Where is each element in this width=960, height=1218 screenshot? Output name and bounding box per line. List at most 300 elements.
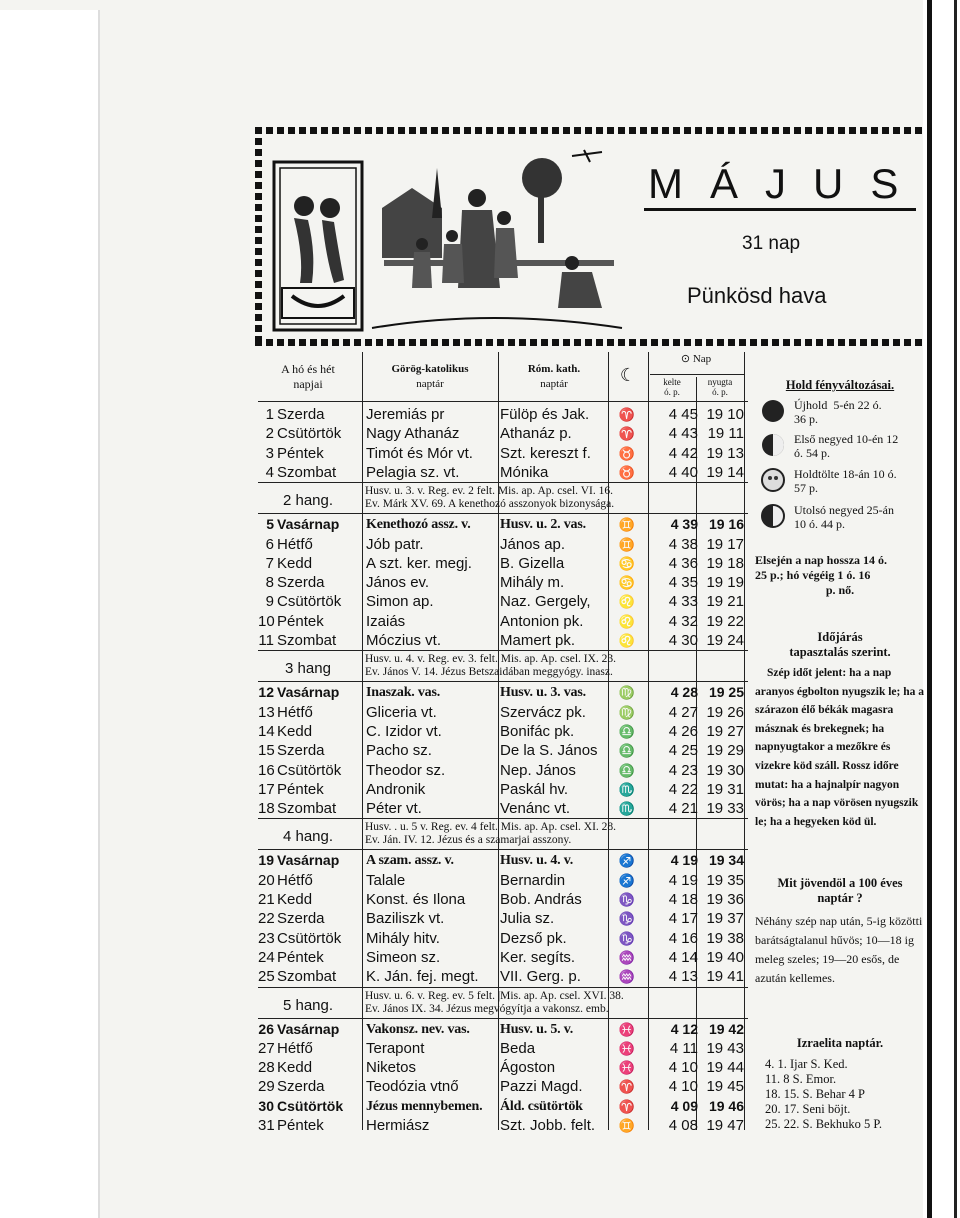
- weekday: Vasárnap: [277, 852, 340, 869]
- day-number: 27: [258, 1039, 275, 1057]
- weekday: Szerda: [277, 910, 325, 928]
- day-number: 9: [265, 593, 274, 611]
- day-row: [258, 948, 748, 967]
- day-number: 14: [258, 722, 275, 740]
- roman-saint: Szervácz pk.: [500, 703, 586, 721]
- weekday: Szerda: [277, 742, 325, 760]
- day-number: 20: [258, 871, 275, 889]
- sunrise-time: 4 13: [668, 968, 698, 986]
- roman-saint: Ker. segíts.: [500, 948, 576, 966]
- sunset-time: 19 37: [706, 910, 744, 928]
- gemini-woodcut-illustration: [272, 148, 640, 343]
- day-number: 19: [258, 852, 274, 869]
- moon-phase-text: Utolsó negyed 25-án 10 ó. 44 p.: [794, 503, 894, 531]
- israelite-calendar-section: [755, 1036, 925, 1132]
- roman-saint: Nep. János: [500, 761, 576, 779]
- weekday: Péntek: [277, 612, 324, 630]
- day-number: 21: [258, 891, 275, 908]
- day-number: 2: [265, 425, 274, 443]
- greek-saint: A szam. assz. v.: [366, 853, 454, 869]
- sun-header-rule: [650, 374, 744, 375]
- zodiac-icon: ♈: [618, 407, 636, 422]
- moon-phase-item: [758, 503, 928, 533]
- day-row: [258, 871, 748, 890]
- sunset-time: 19 10: [706, 406, 744, 423]
- week-rule: [258, 513, 748, 514]
- sunrise-time: 4 35: [668, 574, 698, 592]
- greek-saint: Timót és Mór vt.: [366, 444, 473, 462]
- day-row: [258, 851, 748, 870]
- moon-phase-text: Újhold 5-én 22 ó. 36 p.: [794, 398, 882, 426]
- sunset-time: 19 17: [706, 535, 744, 553]
- greek-saint: Talale: [366, 871, 406, 889]
- weekday: Hétfő: [277, 703, 313, 721]
- weekday: Szombat: [277, 463, 337, 481]
- sunset-time: 19 27: [706, 722, 744, 740]
- title-underline: [644, 208, 916, 211]
- greek-saint: Izaiás: [366, 612, 406, 630]
- sunrise-time: 4 17: [668, 910, 698, 928]
- month-old-name: Pünkösd hava: [687, 283, 827, 308]
- day-row: [258, 890, 748, 909]
- sunrise-time: 4 19: [670, 852, 698, 869]
- hundred-year-title-2: naptár ?: [817, 891, 863, 905]
- sunrise-time: 4 27: [668, 703, 698, 721]
- day-number: 1: [265, 406, 274, 423]
- greek-saint: Simon ap.: [366, 593, 434, 611]
- roman-saint: Bernardin: [500, 871, 566, 889]
- col-header-sunset: nyugta ó. p.: [707, 377, 733, 397]
- weekday: Csütörtök: [277, 1097, 344, 1114]
- greek-saint: Móczius vt.: [366, 632, 442, 649]
- col-header-greek: Görög-katolikus naptár: [391, 363, 469, 390]
- zodiac-icon: ♊: [618, 517, 636, 533]
- day-number: 29: [258, 1078, 275, 1096]
- moon-phase-icon: [760, 503, 786, 529]
- roman-saint: Venánc vt.: [500, 800, 571, 818]
- reading-line-1: Husv. u. 3. v. Reg. ev. 2 felt. Mis. ap. Ap. csel. VI. 16.: [365, 485, 613, 498]
- right-edge: [923, 0, 960, 1218]
- sunrise-time: 4 23: [668, 761, 698, 779]
- roman-saint: Husv. u. 3. vas.: [500, 685, 586, 701]
- sunrise-time: 4 26: [668, 722, 698, 740]
- day-number: 28: [258, 1059, 275, 1077]
- day-row: [258, 909, 748, 928]
- day-number: 17: [258, 780, 275, 798]
- day-row: [258, 722, 748, 741]
- header-rule: [258, 401, 748, 402]
- zodiac-icon: ♈: [618, 1079, 636, 1095]
- sunset-time: 19 18: [706, 554, 744, 572]
- zodiac-icon: ♑: [618, 892, 636, 907]
- days-count: 31 nap: [742, 233, 801, 254]
- weekday: Kedd: [277, 722, 313, 740]
- greek-saint: A szt. ker. megj.: [366, 554, 472, 572]
- sunrise-time: 4 45: [668, 406, 698, 423]
- zodiac-icon: ♒: [618, 949, 636, 965]
- week-rule: [258, 681, 748, 682]
- sunrise-time: 4 36: [668, 554, 698, 572]
- zodiac-icon: ♈: [618, 1098, 636, 1114]
- zodiac-icon: ♋: [618, 555, 636, 571]
- moon-phases-section: [755, 378, 925, 393]
- roman-saint: Fülöp és Jak.: [500, 406, 590, 423]
- sunset-time: 19 44: [706, 1059, 744, 1077]
- roman-saint: Pazzi Magd.: [500, 1078, 583, 1096]
- roman-saint: Szt. kereszt f.: [500, 444, 591, 462]
- zodiac-icon: ♍: [618, 685, 636, 701]
- roman-saint: Ágoston: [500, 1059, 556, 1077]
- moon-phase-icon: [760, 432, 786, 458]
- zodiac-icon: ♌: [618, 594, 636, 610]
- day-row: [258, 741, 748, 760]
- sunrise-time: 4 28: [670, 684, 698, 701]
- greek-saint: Nagy Athanáz: [366, 425, 460, 443]
- weekday: Vasárnap: [277, 1020, 340, 1037]
- day-number: 24: [258, 948, 275, 966]
- day-number: 25: [258, 968, 275, 986]
- hundred-year-text: Néhány szép nap után, 5-ig közötti barátságtalanul hűvös; 10—18 ig meleg szeles; 19—20 esős, de azután kellemes.: [755, 914, 923, 985]
- sunset-time: 19 46: [708, 1097, 744, 1114]
- sunrise-time: 4 32: [668, 612, 698, 630]
- moon-phase-text: Első negyed 10-én 12 ó. 54 p.: [794, 432, 899, 460]
- week-rule: [258, 818, 748, 819]
- greek-saint: Pelagia sz. vt.: [366, 463, 460, 481]
- sunset-time: 19 16: [708, 516, 744, 533]
- zodiac-icon: ♊: [618, 1118, 636, 1133]
- weekday: Hétfő: [277, 1039, 313, 1057]
- sunrise-time: 4 22: [668, 780, 698, 798]
- israelite-item: 4. 1. Ijar S. Ked.: [765, 1057, 848, 1071]
- roman-saint: János ap.: [500, 535, 566, 553]
- sunset-time: 19 43: [706, 1039, 744, 1057]
- day-row: [258, 424, 748, 443]
- roman-saint: Paskál hv.: [500, 780, 569, 798]
- weekday: Hétfő: [277, 871, 313, 889]
- day-number: 3: [265, 444, 274, 462]
- roman-saint: Mónika: [500, 463, 549, 481]
- day-row: [258, 1077, 748, 1096]
- sunrise-time: 4 10: [668, 1059, 698, 1077]
- sunset-time: 19 30: [706, 761, 744, 779]
- day-row: [258, 1097, 748, 1116]
- greek-saint: Andronik: [366, 780, 426, 798]
- zodiac-icon: ♉: [618, 445, 636, 461]
- zodiac-icon: ♏: [618, 801, 636, 817]
- tone-label: 5 hang.: [282, 996, 334, 1014]
- zodiac-icon: ♓: [618, 1060, 636, 1076]
- zodiac-icon: ♓: [618, 1040, 636, 1056]
- sunrise-time: 4 10: [668, 1078, 698, 1096]
- greek-saint: K. Ján. fej. megt.: [366, 968, 479, 986]
- weekday: Vasárnap: [277, 516, 340, 533]
- sunset-time: 19 40: [706, 948, 744, 966]
- col-header-days: A hó és hét napjai: [281, 362, 335, 391]
- day-row: [258, 515, 748, 534]
- sunset-time: 19 33: [706, 800, 744, 818]
- day-row: [258, 1039, 748, 1058]
- sunrise-time: 4 42: [668, 444, 698, 462]
- day-row: [258, 967, 748, 986]
- sunset-time: 19 42: [708, 1020, 744, 1037]
- weekday: Csütörtök: [277, 593, 342, 611]
- reading-line-1: Husv. . u. 5 v. Reg. ev. 4 felt. Mis. ap. Ap. csel. XI. 28.: [365, 821, 617, 834]
- greek-saint: Teodózia vtnő: [366, 1078, 459, 1096]
- tone-label: 4 hang.: [282, 828, 334, 846]
- moon-phase-icon: [760, 467, 786, 493]
- weather-title-2: tapasztalás szerint.: [789, 645, 891, 659]
- greek-saint: János ev.: [366, 574, 430, 592]
- day-row: [258, 799, 748, 818]
- roman-saint: Husv. u. 4. v.: [500, 853, 574, 869]
- left-dashed-border: [255, 127, 262, 346]
- greek-saint: Konst. és Ilona: [366, 891, 466, 908]
- zodiac-icon: ♏: [618, 781, 636, 797]
- col-header-roman: Róm. kath. naptár: [527, 363, 581, 390]
- israelite-title: Izraelita naptár.: [796, 1036, 884, 1050]
- sunset-time: 19 24: [706, 632, 744, 649]
- zodiac-icon: ♌: [618, 613, 636, 629]
- greek-saint: Péter vt.: [366, 800, 422, 818]
- reading-line-1: Husv. u. 6. v. Reg. ev. 5 felt. |Mis. ap. Ap. csel. XVI. 38.: [365, 989, 624, 1002]
- greek-saint: Gliceria vt.: [366, 703, 437, 721]
- day-row: [258, 405, 748, 424]
- roman-saint: Szt. Jobb. felt.: [500, 1117, 596, 1134]
- tone-label: 3 hang: [285, 660, 331, 678]
- sunset-time: 19 19: [706, 574, 744, 592]
- zodiac-icon: ♒: [618, 969, 636, 985]
- greek-saint: Vakonsz. nev. vas.: [366, 1021, 470, 1037]
- sunset-time: 19 47: [706, 1117, 744, 1134]
- roman-saint: Mihály m.: [500, 574, 565, 592]
- roman-saint: Áld. csütörtök: [500, 1098, 583, 1114]
- day-number: 16: [258, 761, 275, 779]
- weekday: Hétfő: [277, 535, 313, 553]
- weekday: Péntek: [277, 948, 324, 966]
- sunset-time: 19 34: [708, 852, 744, 869]
- day-number: 15: [258, 742, 275, 760]
- sunset-time: 19 31: [706, 780, 744, 798]
- sunset-time: 19 41: [706, 968, 744, 986]
- zodiac-icon: ♎: [618, 723, 636, 739]
- roman-saint: B. Gizella: [500, 554, 565, 572]
- moon-phase-item: [758, 398, 928, 428]
- sunrise-time: 4 16: [668, 929, 698, 947]
- sunrise-time: 4 30: [668, 632, 698, 649]
- day-row: [258, 780, 748, 799]
- day-row: [258, 1020, 748, 1039]
- weekday: Kedd: [277, 554, 313, 572]
- weekday: Szerda: [277, 406, 325, 423]
- moon-phases-title: Hold fényváltozásai.: [785, 378, 895, 392]
- roman-saint: Beda: [500, 1039, 536, 1057]
- reading-line-2: Ev. Márk XV. 69. A kenethozó asszonyok bizonysága.: [365, 498, 615, 511]
- moon-phase-icon: ☾: [619, 365, 637, 385]
- roman-saint: Mamert pk.: [500, 632, 576, 649]
- day-row: [258, 929, 748, 948]
- roman-saint: De la S. János: [500, 742, 598, 760]
- weekday: Szombat: [277, 632, 337, 649]
- week-rule: [258, 482, 748, 483]
- sunset-time: 19 22: [706, 612, 744, 630]
- day-row: [258, 761, 748, 780]
- day-number: 11: [258, 632, 274, 649]
- sunset-time: 19 29: [706, 742, 744, 760]
- sunrise-time: 4 09: [670, 1097, 698, 1114]
- sunrise-time: 4 19: [668, 871, 698, 889]
- weekday: Vasárnap: [277, 684, 340, 701]
- sunset-time: 19 38: [706, 929, 744, 947]
- left-margin-strip: [0, 10, 100, 1218]
- day-number: 18: [258, 800, 275, 818]
- tone-label: 2 hang.: [282, 492, 334, 510]
- israelite-item: 25. 22. S. Bekhuko 5 P.: [765, 1117, 883, 1131]
- weekday: Csütörtök: [277, 929, 342, 947]
- sunset-time: 19 14: [706, 463, 744, 481]
- week-rule: [258, 650, 748, 651]
- zodiac-icon: ♐: [618, 872, 636, 888]
- greek-saint: Jeremiás pr: [366, 406, 445, 423]
- sunset-time: 19 13: [706, 444, 744, 462]
- day-number: 8: [265, 574, 274, 592]
- sunrise-time: 4 12: [670, 1020, 698, 1037]
- sunrise-time: 4 11: [669, 1039, 698, 1057]
- roman-saint: Antonion pk.: [500, 612, 584, 630]
- day-number: 31: [258, 1117, 275, 1134]
- sunset-time: 19 11: [707, 425, 744, 443]
- sunrise-time: 4 25: [668, 742, 698, 760]
- zodiac-icon: ♐: [618, 853, 636, 869]
- sunrise-time: 4 38: [668, 535, 698, 553]
- zodiac-icon: ♊: [618, 536, 636, 552]
- greek-saint: Hermiász: [366, 1117, 430, 1134]
- sunrise-time: 4 08: [668, 1117, 698, 1134]
- day-row: [258, 444, 748, 463]
- day-number: 7: [265, 554, 274, 572]
- week-rule: [258, 849, 748, 850]
- day-row: [258, 1116, 748, 1135]
- day-row: [258, 463, 748, 482]
- zodiac-icon: ♑: [618, 930, 636, 946]
- roman-saint: Bob. András: [500, 891, 582, 908]
- weather-text: Szép időt jelent: ha a nap aranyos égbolton nyugszik le; ha a szárazon élő békák magasra másznak és brekegnek; ha napnyugtakor a mezőkre és vizekre köd száll. Rossz időre mutat: ha a hajnalpír nagyon vörös; ha a nap vörösen nyugszik le; ha a hegyeken köd ül.: [755, 667, 925, 828]
- weekday: Kedd: [277, 891, 313, 908]
- weather-section: [755, 630, 925, 831]
- israelite-item: 20. 17. Seni böjt.: [765, 1102, 851, 1116]
- day-number: 13: [258, 703, 275, 721]
- day-row: [258, 631, 748, 650]
- sunset-time: 19 36: [706, 891, 744, 908]
- greek-saint: Jézus mennybemen.: [366, 1098, 483, 1114]
- weekday: Szerda: [277, 1078, 325, 1096]
- greek-saint: C. Izidor vt.: [366, 722, 442, 740]
- weekday: Szerda: [277, 574, 325, 592]
- weekday: Csütörtök: [277, 425, 342, 443]
- weekday: Szombat: [277, 800, 337, 818]
- zodiac-icon: ♉: [618, 464, 636, 480]
- reading-line-1: Husv. u. 4. v. Reg. ev. 3. felt. Mis. ap. Ap. csel. IX. 23.: [365, 653, 617, 666]
- greek-saint: Mihály hitv.: [366, 929, 440, 947]
- sunrise-time: 4 18: [668, 891, 698, 908]
- roman-saint: Athanáz p.: [500, 425, 572, 443]
- moon-phase-text: Holdtölte 18-án 10 ó. 57 p.: [794, 467, 897, 495]
- reading-line-2: Ev. János V. 14. Jézus Betszaidában meggyógy. inasz.: [365, 666, 613, 679]
- zodiac-icon: ♑: [618, 911, 636, 927]
- sunrise-time: 4 40: [668, 463, 698, 481]
- weather-title-1: Időjárás: [817, 630, 863, 644]
- day-length-note: Elsején a nap hossza 14 ó. 25 p.; hó végéig 1 ó. 16 p. nő.: [755, 553, 888, 597]
- roman-saint: Dezső pk.: [500, 929, 567, 947]
- zodiac-icon: ♓: [618, 1021, 636, 1037]
- moon-phase-item: [758, 467, 928, 497]
- greek-saint: Theodor sz.: [366, 761, 446, 779]
- sunrise-time: 4 21: [668, 800, 698, 818]
- greek-saint: Niketos: [366, 1059, 417, 1077]
- zodiac-icon: ♌: [618, 633, 636, 648]
- roman-saint: Julia sz.: [500, 910, 555, 928]
- day-number: 22: [258, 910, 275, 928]
- month-title: MÁJUS: [648, 160, 926, 207]
- weekday: Péntek: [277, 1117, 324, 1134]
- sunset-time: 19 45: [706, 1078, 744, 1096]
- day-number: 10: [258, 612, 275, 630]
- week-rule: [258, 1018, 748, 1019]
- day-row: [258, 683, 748, 702]
- week-rule: [258, 987, 748, 988]
- day-number: 5: [266, 516, 274, 533]
- sun-icon: ⊙: [680, 353, 691, 365]
- sunrise-time: 4 43: [668, 425, 698, 443]
- day-row: [258, 592, 748, 611]
- greek-saint: Inaszak. vas.: [366, 685, 441, 701]
- day-number: 26: [258, 1020, 274, 1037]
- day-row: [258, 535, 748, 554]
- col-header-sunrise: kelte ó. p.: [663, 377, 681, 397]
- weekday: Péntek: [277, 780, 324, 798]
- hundred-year-title-1: Mit jövendöl a 100 éves: [777, 876, 903, 890]
- hundred-year-section: [755, 876, 925, 988]
- sunset-time: 19 25: [708, 684, 744, 701]
- roman-saint: Husv. u. 5. v.: [500, 1021, 574, 1037]
- sunrise-time: 4 33: [668, 593, 698, 611]
- zodiac-icon: ♎: [618, 762, 636, 778]
- greek-saint: Kenethozó assz. v.: [366, 517, 471, 533]
- weekday: Kedd: [277, 1059, 313, 1077]
- greek-saint: Jób patr.: [366, 535, 424, 553]
- day-number: 4: [265, 463, 274, 481]
- col-header-sun: ⊙ Nap: [680, 353, 712, 365]
- zodiac-icon: ♍: [618, 704, 636, 720]
- top-dashed-border: [255, 127, 923, 134]
- day-row: [258, 703, 748, 722]
- moon-phase-item: [758, 432, 928, 462]
- roman-saint: Husv. u. 2. vas.: [500, 517, 586, 533]
- day-row: [258, 573, 748, 592]
- israelite-item: 18. 15. S. Behar 4 P: [765, 1087, 865, 1101]
- weekday: Péntek: [277, 444, 324, 462]
- greek-saint: Pacho sz.: [366, 742, 432, 760]
- reading-line-2: Ev. Ján. IV. 12. Jézus és a szamarjai asszony.: [365, 834, 572, 847]
- day-number: 12: [258, 684, 274, 701]
- zodiac-icon: ♋: [618, 575, 636, 591]
- roman-saint: Bonifác pk.: [500, 722, 575, 740]
- reading-line-2: Ev. János IX. 34. Jézus megvógyítja a vakonsz. emb.: [365, 1002, 609, 1015]
- sunrise-time: 4 39: [670, 516, 698, 533]
- moon-phase-icon: [760, 398, 786, 424]
- sunrise-time: 4 14: [668, 948, 698, 966]
- weekday: Szombat: [277, 968, 337, 986]
- weekday: Csütörtök: [277, 761, 342, 779]
